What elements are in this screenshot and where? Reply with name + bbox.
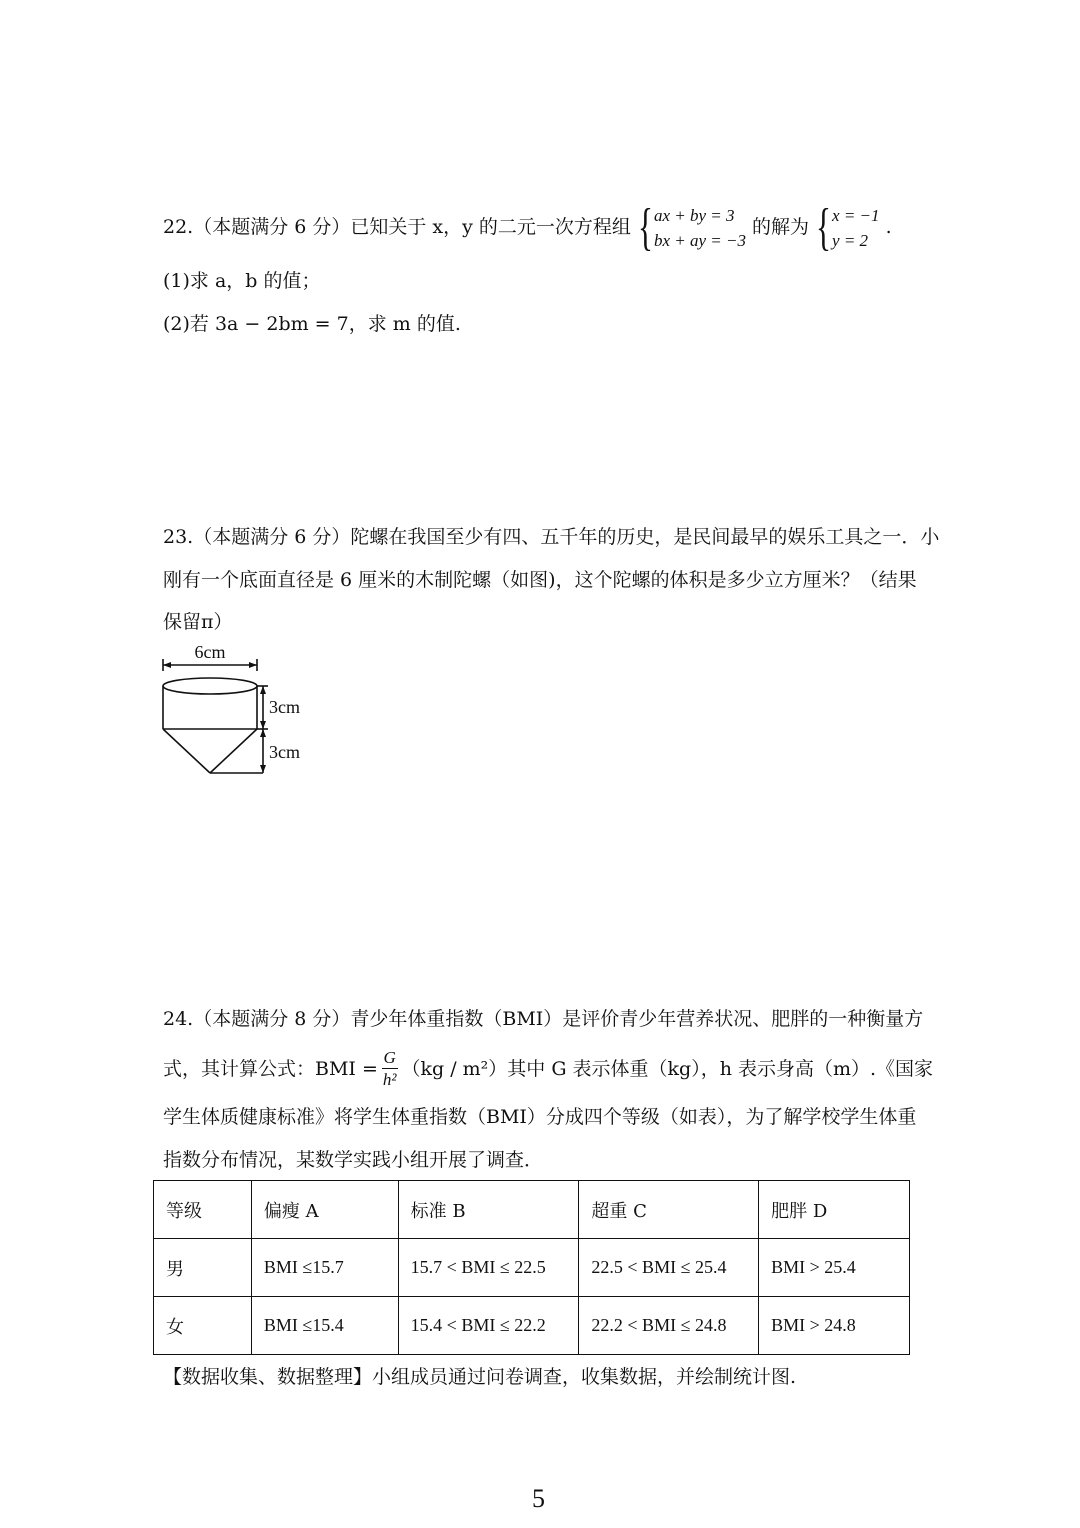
table-cell: BMI ≤15.4 xyxy=(251,1297,398,1355)
cone-left-edge xyxy=(163,729,210,773)
fraction-numerator: G xyxy=(383,1048,396,1067)
header-cell: 标准 B xyxy=(398,1181,579,1239)
bmi-grade-table xyxy=(153,1180,910,1355)
q22-end: . xyxy=(885,216,892,238)
q22-mid: 的解为 xyxy=(752,216,810,238)
page-number: 5 xyxy=(532,1484,545,1513)
cone-right-edge xyxy=(210,729,257,773)
table-row xyxy=(154,1297,910,1355)
table-cell: BMI > 25.4 xyxy=(759,1239,910,1297)
row-label: 男 xyxy=(154,1239,252,1297)
q24-line3: 学生体质健康标准》将学生体重指数（BMI）分成四个等级（如表），为了解学校学生体重 xyxy=(163,1106,917,1128)
q24-line1: 24.（本题满分 8 分）青少年体重指数（BMI）是评价青少年营养状况、肥胖的一种衡量方 xyxy=(163,1008,924,1030)
table-cell: 22.2 < BMI ≤ 24.8 xyxy=(579,1297,759,1355)
table-cell: BMI ≤15.7 xyxy=(251,1239,398,1297)
q23-line1: 23.（本题满分 6 分）陀螺在我国至少有四、五千年的历史，是民间最早的娱乐工具之一．小 xyxy=(163,526,940,548)
spinning-top-figure xyxy=(150,645,320,780)
cone-height-label: 3cm xyxy=(269,742,300,762)
table-cell: 15.4 < BMI ≤ 22.2 xyxy=(398,1297,579,1355)
q22-lead: 22.（本题满分 6 分）已知关于 x，y 的二元一次方程组 xyxy=(163,216,631,238)
bmi-formula-fraction xyxy=(381,1049,399,1089)
q23-line3: 保留π） xyxy=(163,611,233,633)
table-cell: BMI > 24.8 xyxy=(759,1297,910,1355)
diameter-label: 6cm xyxy=(194,645,226,662)
row-label: 女 xyxy=(154,1297,252,1355)
q23-line2: 刚有一个底面直径是 6 厘米的木制陀螺（如图)，这个陀螺的体积是多少立方厘米？（结果 xyxy=(163,569,917,591)
q22-eq1: ax + by = 3 xyxy=(653,206,735,225)
q22-part2: (2)若 3a − 2bm = 7，求 m 的值. xyxy=(163,313,461,335)
q22-eq2: bx + ay = −3 xyxy=(653,231,746,250)
q22-sol-x: x = −1 xyxy=(832,206,880,225)
header-cell: 等级 xyxy=(154,1181,252,1239)
q24-line2 xyxy=(163,1049,933,1089)
q24-line4: 指数分布情况，某数学实践小组开展了调查． xyxy=(163,1149,544,1171)
q22-equation-system xyxy=(637,199,746,256)
fraction-denominator: h² xyxy=(382,1070,397,1089)
q22-part1: (1)求 a，b 的值； xyxy=(163,270,321,292)
q22-solution-system xyxy=(815,199,880,256)
q24-line2-a: 式，其计算公式：BMI = xyxy=(163,1058,378,1080)
table-cell: 15.7 < BMI ≤ 22.5 xyxy=(398,1239,579,1297)
q24-line2-b: （kg / m²）其中 G 表示体重（kg），h 表示身高（m）.《国家 xyxy=(401,1058,934,1080)
header-cell: 肥胖 D xyxy=(759,1181,910,1239)
table-row xyxy=(154,1239,910,1297)
cylinder-top-ellipse xyxy=(163,678,257,694)
q22-stem xyxy=(163,199,892,256)
q22-sol-y: y = 2 xyxy=(832,231,869,250)
left-brace: { xyxy=(816,199,832,256)
table-header-row xyxy=(154,1181,910,1239)
header-cell: 偏瘦 A xyxy=(251,1181,398,1239)
header-cell: 超重 C xyxy=(579,1181,759,1239)
q24-after-table: 【数据收集、数据整理】小组成员通过问卷调查，收集数据，并绘制统计图. xyxy=(163,1366,797,1388)
cylinder-height-label: 3cm xyxy=(269,697,300,717)
left-brace: { xyxy=(637,199,653,256)
table-cell: 22.5 < BMI ≤ 25.4 xyxy=(579,1239,759,1297)
